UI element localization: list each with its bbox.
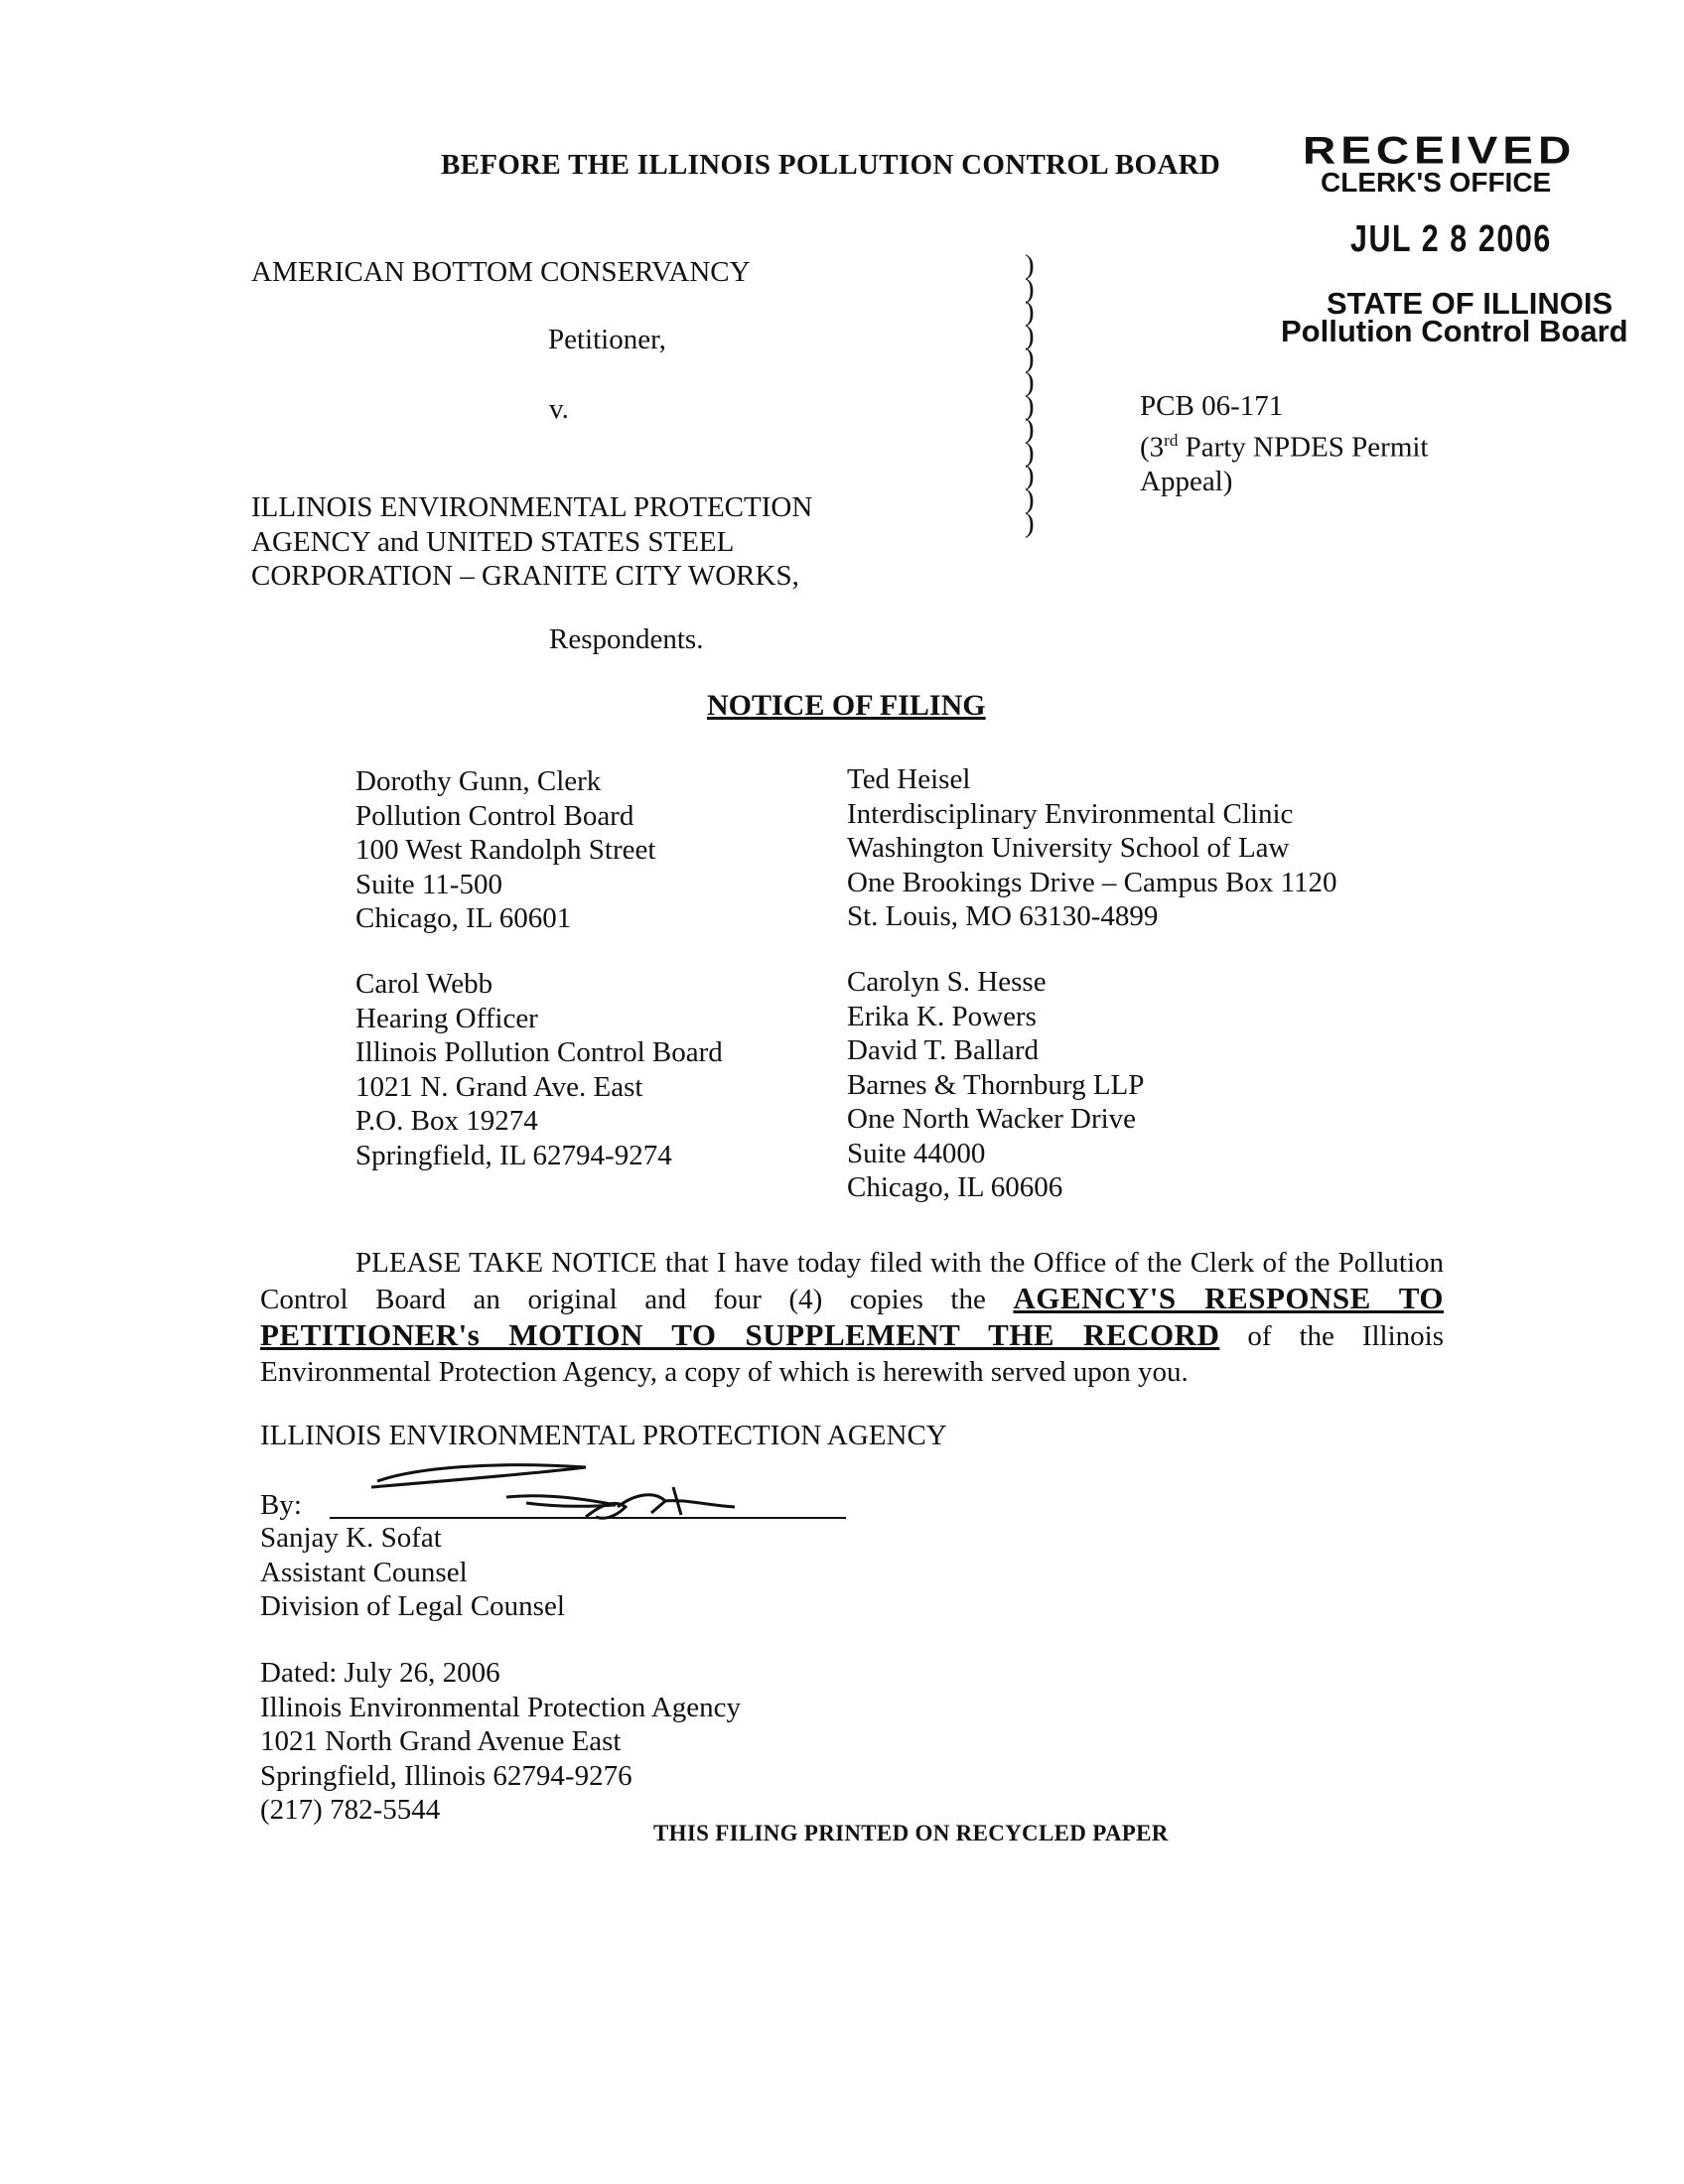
stamp-date: JUL 2 8 2006 [1350,218,1552,260]
dated-block [260,1656,741,1828]
petitioner-role: Petitioner, [548,324,666,355]
address-clerk [355,764,655,936]
caption-parentheses [1025,249,1035,539]
caption-paren: ) [1025,296,1035,329]
dated-line: Dated: July 26, 2006 [260,1657,500,1689]
address-line: One Brookings Drive – Campus Box 1120 [847,866,1337,898]
document-title: AGENCY'S RESPONSE TO PETITIONER's MOTION TO SUPPLEMENT THE RECORD [260,1281,1444,1352]
address-line: Washington University School of Law [847,832,1290,864]
notice-paragraph: PLEASE TAKE NOTICE that I have today filed with the Office of the Clerk of the Pollution Control Board an original and four (4) copies the AGENCY'S RESPONSE TO PETITIONER's MOTION TO SUPPLEMENT THE RECORD of the Illinois Environmental Protection Agency, a copy of which is herewith served upon you. [260,1247,1445,1388]
respondent-line: AGENCY and UNITED STATES STEEL [251,525,735,558]
caption-paren: ) [1025,319,1035,351]
address-line: 100 West Randolph Street [355,834,656,866]
respondent-names [251,490,812,594]
caption-paren: ) [1025,482,1035,515]
case-type: (3rd Party NPDES Permit [1140,430,1429,464]
case-type-line2: Appeal) [1140,465,1233,497]
stamp-received: RECEIVED [1303,127,1577,173]
address-line: Chicago, IL 60606 [847,1171,1063,1203]
signer-block [260,1521,565,1624]
signer-title: Assistant Counsel [260,1556,468,1588]
signer-name: Sanjay K. Sofat [260,1522,442,1554]
caption-paren: ) [1025,506,1035,539]
address-line: Interdisciplinary Environmental Clinic [847,797,1294,830]
dated-line: Illinois Environmental Protection Agency [260,1691,742,1723]
address-line: P.O. Box 19274 [355,1105,538,1137]
caption-paren: ) [1025,342,1035,375]
versus: v. [549,393,569,425]
address-line: Springfield, IL 62794-9274 [355,1139,672,1171]
address-line: Ted Heisel [847,763,971,795]
caption-paren: ) [1025,389,1035,422]
address-line: One North Wacker Drive [847,1103,1137,1135]
address-heisel [847,762,1337,934]
address-line: Dorothy Gunn, Clerk [355,765,602,797]
respondent-role: Respondents. [549,623,704,655]
address-line: David T. Ballard [847,1034,1040,1066]
address-line: Chicago, IL 60601 [355,902,572,934]
address-line: St. Louis, MO 63130-4899 [847,900,1159,932]
notice-title: NOTICE OF FILING [707,689,986,722]
dated-line: (217) 782-5544 [260,1794,441,1826]
caption-paren: ) [1025,365,1035,398]
caption-paren: ) [1025,249,1035,281]
dated-line: 1021 North Grand Avenue East [260,1725,622,1757]
respondent-line: ILLINOIS ENVIRONMENTAL PROTECTION [251,491,813,523]
by-label: By: [260,1489,302,1521]
signer-division: Division of Legal Counsel [260,1590,565,1622]
address-line: Barnes & Thornburg LLP [847,1068,1145,1101]
caption-paren: ) [1025,436,1035,469]
address-barnes-thornburg [847,965,1144,1205]
case-number: PCB 06-171 [1140,390,1284,422]
address-line: Erika K. Powers [847,1000,1037,1032]
caption-paren: ) [1025,460,1035,492]
dated-line: Springfield, Illinois 62794-9276 [260,1759,632,1792]
case-number-block [1140,389,1429,498]
agency-name: ILLINOIS ENVIRONMENTAL PROTECTION AGENCY [260,1420,947,1451]
address-line: Carolyn S. Hesse [847,966,1047,998]
address-line: Suite 44000 [847,1137,986,1169]
address-line: Carol Webb [355,968,493,1000]
address-line: Illinois Pollution Control Board [355,1036,723,1068]
address-line: Hearing Officer [355,1002,538,1034]
recycled-paper-note: THIS FILING PRINTED ON RECYCLED PAPER [653,1821,1169,1845]
respondent-line: CORPORATION – GRANITE CITY WORKS, [251,560,799,592]
stamp-board: Pollution Control Board [1281,314,1628,348]
address-line: 1021 N. Grand Ave. East [355,1070,643,1103]
board-heading: BEFORE THE ILLINOIS POLLUTION CONTROL BOARD [441,149,1221,181]
address-hearing-officer [355,967,723,1172]
address-line: Suite 11-500 [355,868,502,900]
stamp-state: STATE OF ILLINOIS [1327,286,1614,321]
address-line: Pollution Control Board [355,799,634,832]
stamp-clerk-office: CLERK'S OFFICE [1321,167,1552,198]
petitioner-name: AMERICAN BOTTOM CONSERVANCY [251,256,751,288]
caption-paren: ) [1025,413,1035,446]
caption-paren: ) [1025,272,1035,305]
